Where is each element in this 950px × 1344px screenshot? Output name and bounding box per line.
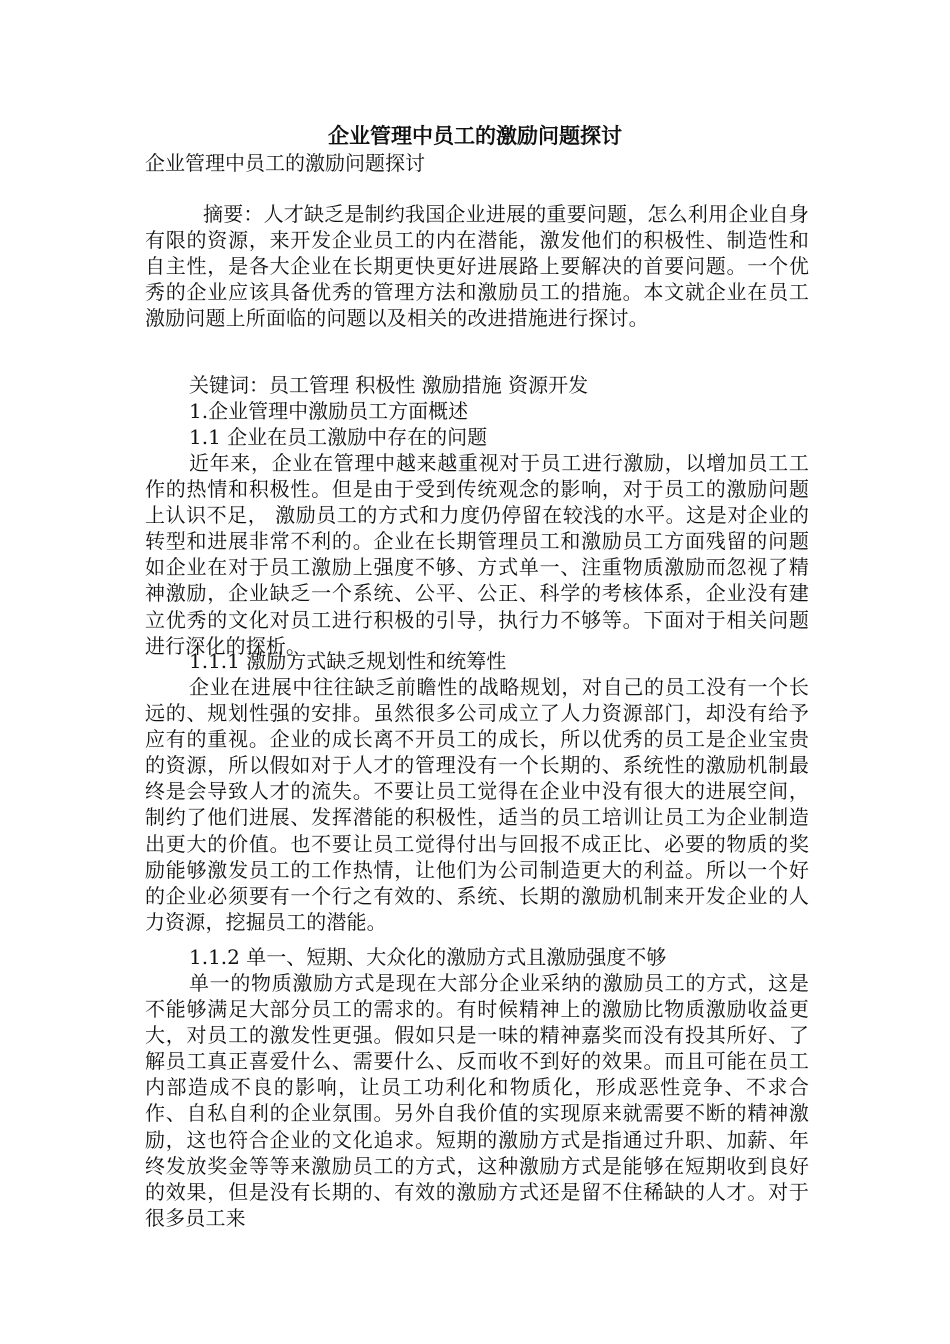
document-title: 企业管理中员工的激励问题探讨 <box>328 123 622 148</box>
section-heading-1-1-2: 1.1.2 单一、短期、大众化的激励方式且激励强度不够 <box>189 945 667 969</box>
body-paragraph-1-1-2: 单一的物质激励方式是现在大部分企业采纳的激励员工的方式，这是不能够满足大部分员工的需求的。有时候精神上的激励比物质激励收益更大，对员工的激发性更强。假如只是一味的精神嘉奖而没有投其所好、了解员工真正喜爱什么、需要什么、反而收不到好的效果。而且可能在员工内部造成不良的影响，让员工功利化和物质化，形成恶性竞争、不求合作、自私自利的企业氛围。另外自我价值的实现原来就需要不断的精神激励，这也符合企业的文化追求。短期的激励方式是指通过升职、加薪、年终发放奖金等等来激励员工的方式，这种激励方式是能够在短期收到良好的效果，但是没有长期的、有效的激励方式还是留不住稀缺的人才。对于很多员工来 <box>145 971 809 1230</box>
section-heading-1-1-1: 1.1.1 激励方式缺乏规划性和统筹性 <box>189 649 507 673</box>
section-heading-1-1: 1.1 企业在员工激励中存在的问题 <box>189 425 488 449</box>
section-heading-1: 1.企业管理中激励员工方面概述 <box>189 399 469 423</box>
abstract-paragraph: 摘要：人才缺乏是制约我国企业进展的重要问题，怎么利用企业自身有限的资源，来开发企业员工的内在潜能，激发他们的积极性、制造性和自主性，是各大企业在长期更快更好进展路上要解决的首要问题。一个优秀的企业应该具备优秀的管理方法和激励员工的措施。本文就企业在员工激励问题上所面临的问题以及相关的改进措施进行探讨。 <box>145 202 809 331</box>
body-paragraph-1-1-1: 企业在进展中往往缺乏前瞻性的战略规划，对自己的员工没有一个长远的、规划性强的安排。虽然很多公司成立了人力资源部门，却没有给予应有的重视。企业的成长离不开员工的成长，所以优秀的员工是企业宝贵的资源，所以假如对于人才的管理没有一个长期的、系统性的激励机制最终是会导致人才的流失。不要让员工觉得在企业中没有很大的进展空间，制约了他们进展、发挥潜能的积极性，适当的员工培训让员工为企业制造出更大的价值。也不要让员工觉得付出与回报不成正比、必要的物质的奖励能够激发员工的工作热情，让他们为公司制造更大的利益。所以一个好的企业必须要有一个行之有效的、系统、长期的激励机制来开发企业的人力资源，挖掘员工的潜能。 <box>145 675 809 934</box>
body-paragraph-1-1: 近年来，企业在管理中越来越重视对于员工进行激励，以增加员工工作的热情和积极性。但是由于受到传统观念的影响，对于员工的激励问题上认识不足， 激励员工的方式和力度仍停留在较浅的水平。这是对企业的转型和进展非常不利的。企业在长期管理员工和激励员工方面残留的问题如企业在对于员工激励上强度不够、方式单一、注重物质激励而忽视了精神激励，企业缺乏一个系统、公平、公正、科学的考核体系，企业没有建立优秀的文化对员工进行积极的引导，执行力不够等。下面对于相关问题进行深化的探析。 <box>145 451 809 658</box>
document-subtitle: 企业管理中员工的激励问题探讨 <box>145 151 425 175</box>
keywords-line: 关键词：员工管理 积极性 激励措施 资源开发 <box>189 373 589 397</box>
